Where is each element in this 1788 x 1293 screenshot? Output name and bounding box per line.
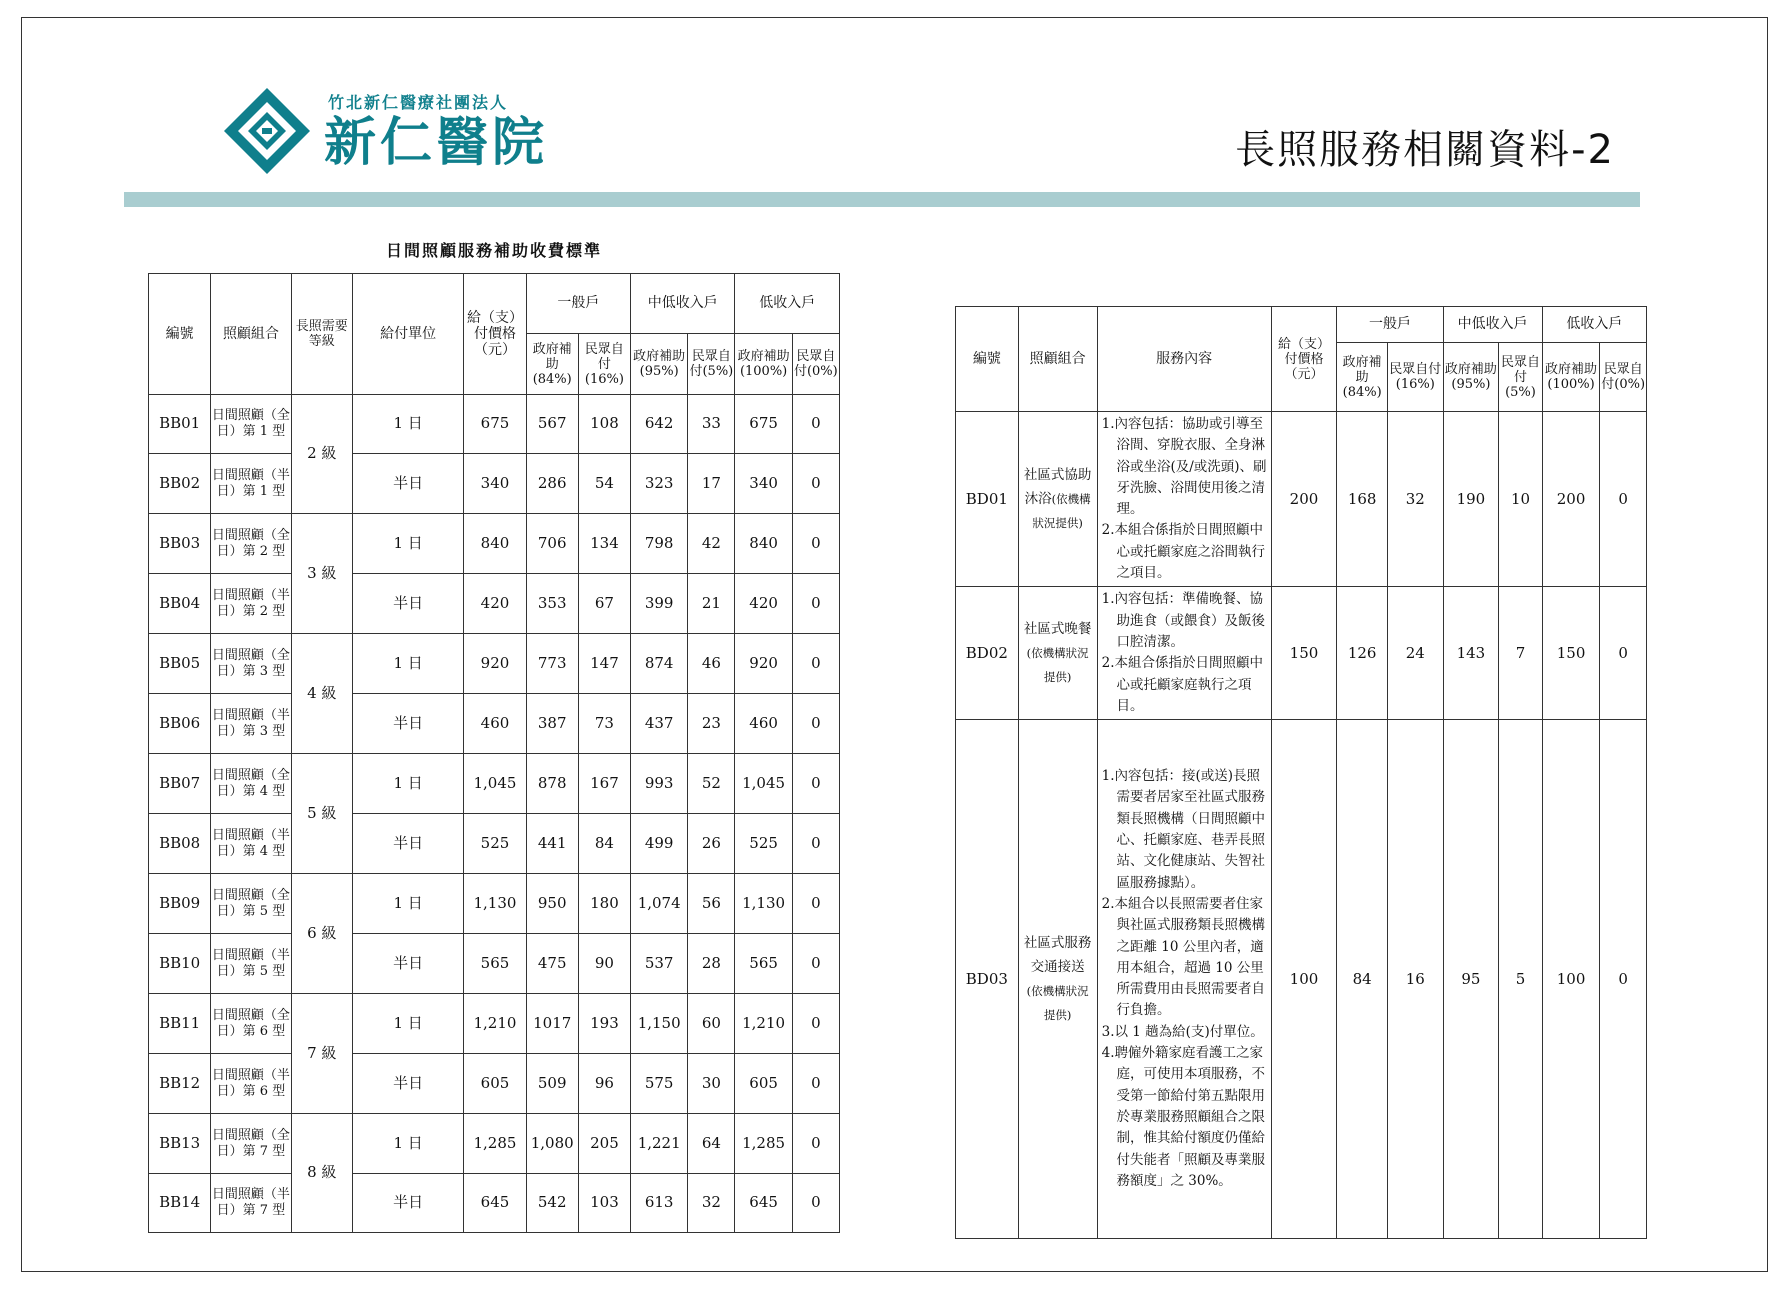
header-self0: 民眾自付(0%) [1600,343,1647,412]
header-low: 低收入戶 [1542,307,1646,343]
cell-combo: 日間照顧（半日）第 3 型 [211,694,291,754]
hospital-logo [222,86,548,176]
cell-s0: 0 [792,934,839,994]
cell-level: 2 級 [291,395,352,514]
cell-g95: 537 [631,934,688,994]
cell-s16: 32 [1387,412,1443,587]
cell-g100: 150 [1542,587,1600,720]
cell-s16: 16 [1387,720,1443,1239]
cell-g100: 645 [735,1174,792,1233]
cell-g84: 84 [1337,720,1388,1239]
combo-label: 社區式協助沐浴 [1023,467,1092,508]
cell-unit: 1 日 [352,634,463,694]
cell-price: 605 [464,1054,526,1114]
cell-g100: 460 [735,694,792,754]
table-row [149,814,840,874]
cell-price: 840 [464,514,526,574]
cell-g84: 1,080 [526,1114,578,1174]
cell-s5: 46 [688,634,735,694]
cell-level: 4 級 [291,634,352,754]
cell-combo: 日間照顧（全日）第 7 型 [211,1114,291,1174]
cell-code: BB12 [149,1054,211,1114]
cell-s16: 67 [578,574,630,634]
cell-unit: 半日 [352,1174,463,1233]
cell-combo: 日間照顧（半日）第 1 型 [211,454,291,514]
cell-g95: 1,150 [631,994,688,1054]
cell-combo [1018,587,1097,720]
cell-s16: 180 [578,874,630,934]
table-row [149,1114,840,1174]
cell-unit: 半日 [352,814,463,874]
cell-s0: 0 [792,634,839,694]
cell-s0: 0 [1600,720,1647,1239]
cell-s5: 23 [688,694,735,754]
header-self0: 民眾自付(0%) [792,334,839,395]
cell-g95: 1,074 [631,874,688,934]
cell-unit: 1 日 [352,874,463,934]
cell-price: 100 [1271,720,1337,1239]
header-gov100: 政府補助(100%) [735,334,792,395]
cell-s0: 0 [792,814,839,874]
cell-content [1097,587,1271,720]
cell-code: BB06 [149,694,211,754]
header-self16: 民眾自付(16%) [1387,343,1443,412]
cell-price: 340 [464,454,526,514]
cell-content [1097,412,1271,587]
cell-s0: 0 [792,514,839,574]
cell-combo: 日間照顧（半日）第 4 型 [211,814,291,874]
header-general: 一般戶 [1337,307,1443,343]
header-self5: 民眾自付(5%) [688,334,735,395]
cell-g95: 575 [631,1054,688,1114]
header-self5: 民眾自付(5%) [1499,343,1543,412]
cell-price: 525 [464,814,526,874]
cell-g84: 441 [526,814,578,874]
combo-label: 社區式服務交通接送 [1023,935,1092,976]
content-item: 2.本組合係指於日間照顧中心或托顧家庭之浴間執行之項目。 [1101,522,1265,582]
cell-g100: 420 [735,574,792,634]
cell-price: 920 [464,634,526,694]
cell-s16: 73 [578,694,630,754]
cell-s0: 0 [792,454,839,514]
table-row [149,994,840,1054]
cell-s5: 52 [688,754,735,814]
header-gov95: 政府補助(95%) [631,334,688,395]
hospital-logo-icon [222,86,312,176]
cell-s5: 60 [688,994,735,1054]
content-item: 3.以 1 趟為給(支)付單位。 [1101,1023,1264,1040]
cell-g100: 840 [735,514,792,574]
header-code: 編號 [149,274,211,395]
cell-g84: 168 [1337,412,1388,587]
cell-s16: 84 [578,814,630,874]
cell-unit: 1 日 [352,1114,463,1174]
cell-unit: 1 日 [352,514,463,574]
combo-note: (依機構狀況提供) [1032,492,1091,531]
cell-g84: 878 [526,754,578,814]
cell-code: BB03 [149,514,211,574]
cell-code: BB09 [149,874,211,934]
table-row [149,754,840,814]
header-general: 一般戶 [526,274,630,334]
cell-s0: 0 [792,395,839,454]
header-gov100: 政府補助(100%) [1542,343,1600,412]
header-gov84: 政府補助(84%) [1337,343,1388,412]
header-divider [124,192,1640,207]
table-row [149,874,840,934]
table-row [149,395,840,454]
cell-unit: 半日 [352,574,463,634]
cell-g95: 143 [1443,587,1499,720]
cell-s0: 0 [792,694,839,754]
cell-s5: 21 [688,574,735,634]
cell-g84: 706 [526,514,578,574]
table-row [149,694,840,754]
cell-g95: 613 [631,1174,688,1233]
cell-g84: 1017 [526,994,578,1054]
cell-code: BB14 [149,1174,211,1233]
cell-g100: 100 [1542,720,1600,1239]
table-row [149,454,840,514]
cell-s16: 193 [578,994,630,1054]
cell-level: 3 級 [291,514,352,634]
cell-code: BD03 [956,720,1019,1239]
cell-unit: 半日 [352,934,463,994]
table-row [149,574,840,634]
cell-combo: 日間照顧（全日）第 1 型 [211,395,291,454]
cell-s0: 0 [792,1174,839,1233]
content-item: 2.本組合係指於日間照顧中心或托顧家庭執行之項目。 [1101,655,1264,714]
header-midlow: 中低收入戶 [1443,307,1542,343]
cell-code: BB05 [149,634,211,694]
cell-s16: 96 [578,1054,630,1114]
content-item: 1.內容包括：準備晚餐、協助進食（或餵食）及飯後口腔清潔。 [1101,591,1265,650]
header-price: 給（支）付價格（元） [1271,307,1337,412]
cell-combo: 日間照顧（半日）第 2 型 [211,574,291,634]
cell-combo: 日間照顧（半日）第 5 型 [211,934,291,994]
cell-g84: 286 [526,454,578,514]
cell-s5: 28 [688,934,735,994]
cell-g95: 1,221 [631,1114,688,1174]
cell-g95: 798 [631,514,688,574]
cell-g84: 567 [526,395,578,454]
cell-s16: 24 [1387,587,1443,720]
cell-g84: 387 [526,694,578,754]
cell-g100: 340 [735,454,792,514]
org-subtitle: 竹北新仁醫療社團法人 [328,92,509,112]
cell-code: BB02 [149,454,211,514]
cell-combo [1018,720,1097,1239]
cell-g100: 565 [735,934,792,994]
combo-note: (依機構狀況提供) [1026,984,1089,1023]
cell-g100: 1,210 [735,994,792,1054]
cell-price: 645 [464,1174,526,1233]
cell-g84: 773 [526,634,578,694]
cell-s16: 103 [578,1174,630,1233]
cell-s16: 90 [578,934,630,994]
table-row [149,934,840,994]
cell-unit: 1 日 [352,754,463,814]
content-item: 1.內容包括：協助或引導至浴間、穿脫衣服、全身淋浴或坐浴(及/或洗頭)、刷牙洗臉、浴間使用後之清理。 [1101,416,1267,518]
cell-g100: 920 [735,634,792,694]
header-price: 給（支）付價格（元） [464,274,526,395]
cell-g95: 399 [631,574,688,634]
cell-g100: 605 [735,1054,792,1114]
community-service-table [955,306,1647,1239]
cell-g84: 542 [526,1174,578,1233]
header-level: 長照需要等級 [291,274,352,395]
cell-code: BD01 [956,412,1019,587]
cell-code: BD02 [956,587,1019,720]
header-combo: 照顧組合 [211,274,291,395]
header-self16: 民眾自付(16%) [578,334,630,395]
cell-g95: 437 [631,694,688,754]
cell-g100: 675 [735,395,792,454]
header-unit: 給付單位 [352,274,463,395]
cell-g100: 1,130 [735,874,792,934]
cell-s5: 26 [688,814,735,874]
cell-code: BB10 [149,934,211,994]
cell-s0: 0 [792,1054,839,1114]
cell-s5: 42 [688,514,735,574]
header-code: 編號 [956,307,1019,412]
cell-s5: 56 [688,874,735,934]
cell-g100: 1,285 [735,1114,792,1174]
cell-s0: 0 [792,874,839,934]
cell-s0: 0 [792,1114,839,1174]
cell-combo [1018,412,1097,587]
cell-price: 1,130 [464,874,526,934]
table-row [149,1174,840,1233]
cell-code: BB08 [149,814,211,874]
cell-s5: 5 [1499,720,1543,1239]
table-row [149,514,840,574]
cell-unit: 半日 [352,454,463,514]
header-gov95: 政府補助(95%) [1443,343,1499,412]
table-row [149,1054,840,1114]
cell-level: 7 級 [291,994,352,1114]
cell-s0: 0 [1600,412,1647,587]
cell-code: BB07 [149,754,211,814]
content-item: 4.聘僱外籍家庭看護工之家庭，可使用本項服務，不受第一節給付第五點限用於專業服務照顧組合之限制，惟其給付額度仍僅給付失能者「照顧及專業服務額度」之 30%。 [1101,1045,1265,1189]
cell-s5: 64 [688,1114,735,1174]
cell-price: 675 [464,395,526,454]
cell-g100: 1,045 [735,754,792,814]
cell-s16: 147 [578,634,630,694]
cell-s0: 0 [792,994,839,1054]
cell-s0: 0 [1600,587,1647,720]
cell-unit: 半日 [352,1054,463,1114]
cell-combo: 日間照顧（半日）第 7 型 [211,1174,291,1233]
page-title: 長照服務相關資料-2 [1235,127,1615,173]
header-low: 低收入戶 [735,274,840,334]
cell-g95: 874 [631,634,688,694]
cell-unit: 1 日 [352,395,463,454]
cell-price: 1,285 [464,1114,526,1174]
table1-caption: 日間照顧服務補助收費標準 [386,241,603,260]
cell-s0: 0 [792,754,839,814]
cell-g84: 353 [526,574,578,634]
cell-s16: 167 [578,754,630,814]
cell-combo: 日間照顧（全日）第 6 型 [211,994,291,1054]
cell-g84: 126 [1337,587,1388,720]
cell-code: BB11 [149,994,211,1054]
cell-s0: 0 [792,574,839,634]
cell-s5: 7 [1499,587,1543,720]
cell-g95: 95 [1443,720,1499,1239]
cell-s16: 134 [578,514,630,574]
cell-price: 1,210 [464,994,526,1054]
header-combo: 照顧組合 [1018,307,1097,412]
cell-s5: 32 [688,1174,735,1233]
cell-g95: 642 [631,395,688,454]
cell-g95: 993 [631,754,688,814]
cell-price: 565 [464,934,526,994]
cell-combo: 日間照顧（半日）第 6 型 [211,1054,291,1114]
cell-level: 6 級 [291,874,352,994]
cell-s16: 54 [578,454,630,514]
table-row [956,720,1647,1239]
cell-price: 460 [464,694,526,754]
cell-g84: 475 [526,934,578,994]
cell-code: BB13 [149,1114,211,1174]
table-row [149,634,840,694]
cell-price: 150 [1271,587,1337,720]
cell-code: BB04 [149,574,211,634]
cell-s5: 10 [1499,412,1543,587]
cell-g84: 509 [526,1054,578,1114]
header-content: 服務內容 [1097,307,1271,412]
cell-s16: 205 [578,1114,630,1174]
header-gov84: 政府補助(84%) [526,334,578,395]
cell-g100: 525 [735,814,792,874]
cell-s5: 30 [688,1054,735,1114]
cell-price: 420 [464,574,526,634]
combo-note: (依機構狀況提供) [1026,646,1089,685]
combo-label: 社區式晚餐 [1023,621,1092,638]
cell-s16: 108 [578,395,630,454]
table-row [956,412,1647,587]
cell-g84: 950 [526,874,578,934]
day-care-fee-table [148,273,840,1233]
table-row [956,587,1647,720]
content-item: 1.內容包括：接(或送)長照需要者居家至社區式服務類長照機構（日間照顧中心、托顧家庭、巷弄長照站、文化健康站、失智社區服務據點）。 [1101,768,1265,891]
cell-price: 200 [1271,412,1337,587]
content-item: 2.本組合以長照需要者住家與社區式服務類長照機構之距離 10 公里內者，適用本組合，超過 10 公里所需費用由長照需要者自行負擔。 [1101,895,1265,1019]
cell-s5: 17 [688,454,735,514]
cell-g95: 323 [631,454,688,514]
header-midlow: 中低收入戶 [631,274,735,334]
cell-price: 1,045 [464,754,526,814]
cell-unit: 1 日 [352,994,463,1054]
cell-s5: 33 [688,395,735,454]
cell-combo: 日間照顧（全日）第 5 型 [211,874,291,934]
org-name: 新仁醫院 [324,112,549,173]
cell-code: BB01 [149,395,211,454]
cell-level: 8 級 [291,1114,352,1233]
cell-combo: 日間照顧（全日）第 2 型 [211,514,291,574]
cell-g95: 499 [631,814,688,874]
cell-content [1097,720,1271,1239]
cell-level: 5 級 [291,754,352,874]
cell-unit: 半日 [352,694,463,754]
cell-g95: 190 [1443,412,1499,587]
cell-combo: 日間照顧（全日）第 4 型 [211,754,291,814]
cell-combo: 日間照顧（全日）第 3 型 [211,634,291,694]
cell-g100: 200 [1542,412,1600,587]
